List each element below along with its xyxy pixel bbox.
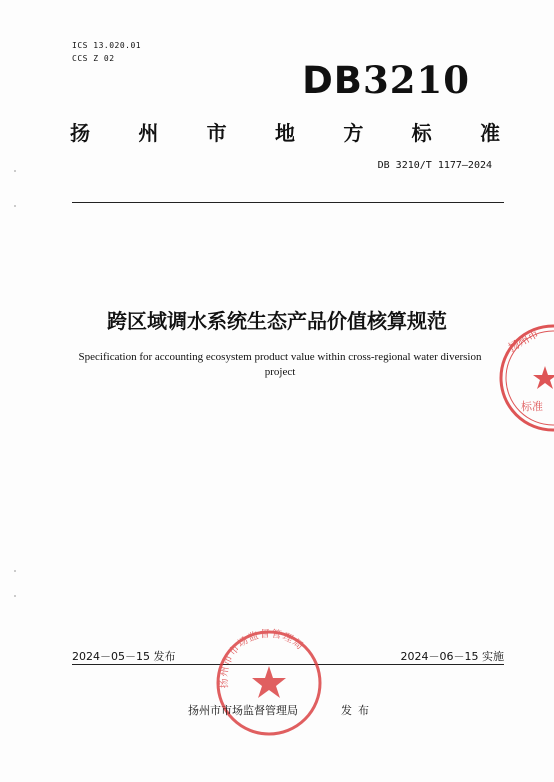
local-standard-heading — [70, 117, 500, 146]
issuing-authority: 扬州市市场监督管理局 — [188, 704, 298, 717]
svg-text:标准: 标准 — [521, 400, 543, 413]
db-number: 3210 — [363, 58, 470, 102]
heading-char: 市 — [206, 121, 227, 145]
scan-speck — [14, 205, 16, 207]
implement-date: 2024－06－15 实施 — [400, 650, 504, 663]
title-english: Specification for accounting ecosystem product value within cross-regional water diversion project — [78, 351, 482, 378]
ccs-code: CCS Z 02 — [72, 54, 115, 63]
ics-code: ICS 13.020.01 — [72, 41, 142, 50]
heading-char: 州 — [138, 121, 159, 145]
svg-text:扬州市: 扬州市 — [506, 326, 542, 355]
svg-text:扬州市市场监督管理局: 扬州市市场监督管理局 — [218, 628, 306, 689]
heading-char: 地 — [274, 121, 295, 145]
issue-label: 发布 — [341, 704, 375, 717]
heading-char: 准 — [479, 121, 500, 145]
heading-char: 方 — [343, 121, 364, 145]
heading-char: 标 — [411, 121, 432, 145]
scan-speck — [14, 170, 16, 172]
side-seal-stamp — [497, 322, 554, 434]
title-chinese: 跨区域调水系统生态产品价值核算规范 — [107, 309, 447, 333]
top-divider — [72, 202, 504, 203]
issuer-seal-stamp — [214, 628, 324, 738]
standard-number: DB 3210/T 1177—2024 — [377, 160, 492, 171]
scan-speck — [14, 595, 16, 597]
heading-char: 扬 — [70, 121, 90, 145]
db-code — [302, 58, 470, 102]
scan-speck — [14, 570, 16, 572]
db-prefix: DB — [302, 59, 364, 102]
publish-date: 2024－05－15 发布 — [72, 650, 176, 663]
